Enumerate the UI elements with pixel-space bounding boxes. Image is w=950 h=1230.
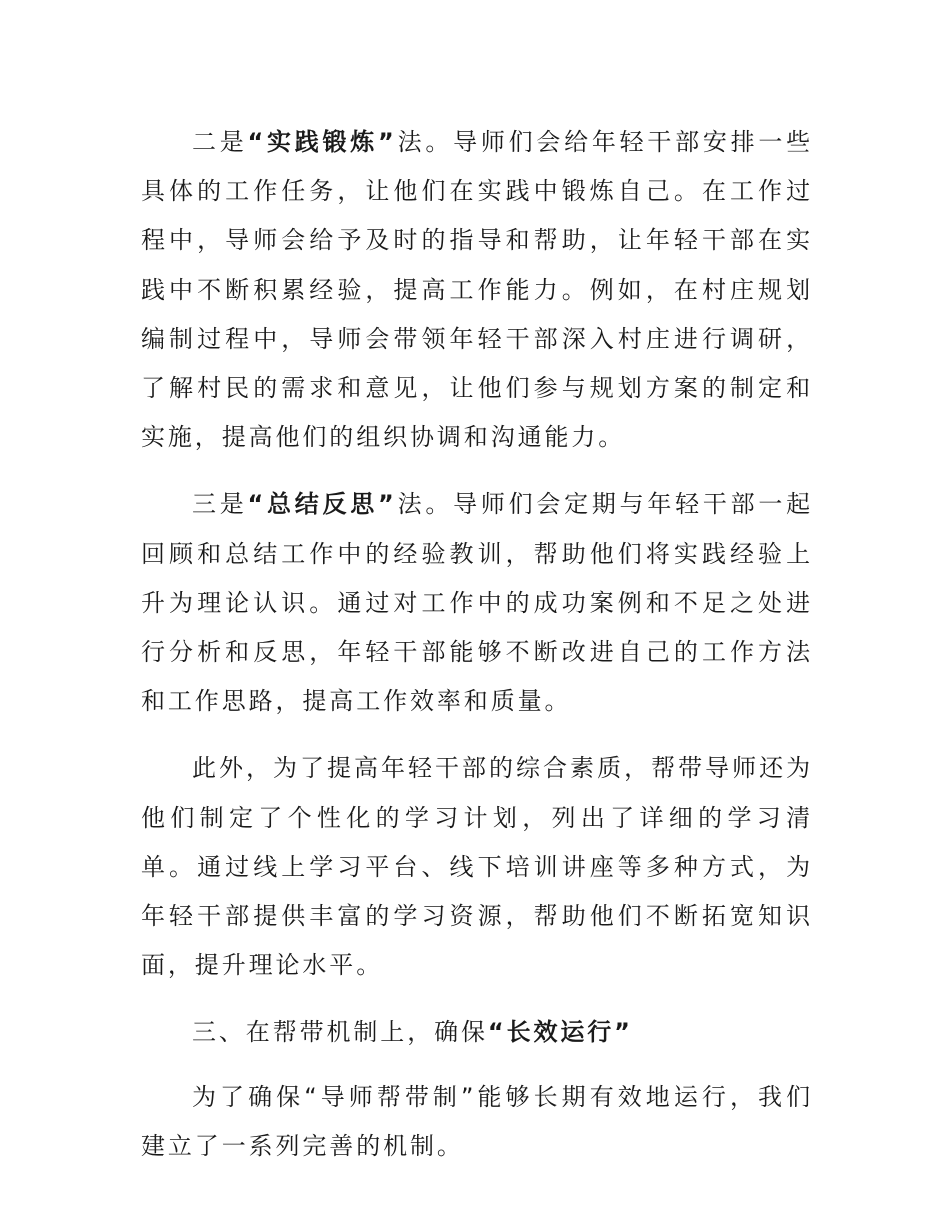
paragraph-study-plan [141,744,813,990]
paragraph-lead: 三是 [192,490,248,519]
section-heading-mechanism [141,1008,813,1057]
paragraph-text: 为了确保“导师帮带制”能够长期有效地运行，我们建立了一系列完善的机制。 [141,1082,813,1160]
paragraph-text: 法。导师们会给年轻干部安排一些具体的工作任务，让他们在实践中锻炼自己。在工作过程中，导师会给予及时的指导和帮助，让年轻干部在实践中不断积累经验，提高工作能力。例如，在村庄规划编制过程中，导师会带领年轻干部深入村庄进行调研，了解村民的需求和意见，让他们参与规划方案的制定和实施，提高他们的组织协调和沟通能力。 [141,128,814,452]
paragraph-text: 法。导师们会定期与年轻干部一起回顾和总结工作中的经验教训，帮助他们将实践经验上升为理论认识。通过对工作中的成功案例和不足之处进行分析和反思，年轻干部能够不断改进自己的工作方法和工作思路，提高工作效率和质量。 [141,490,814,716]
paragraph-practice-method [141,118,813,462]
heading-lead: 三、在帮带机制上，确保 [192,1018,488,1047]
paragraph-mechanism-intro [141,1073,813,1171]
emphasis-long-term: “长效运行” [487,1018,633,1047]
emphasis-reflection: “总结反思” [247,490,397,519]
document-body [141,118,813,1189]
paragraph-lead: 二是 [192,128,248,156]
paragraph-text: 此外，为了提高年轻干部的综合素质，帮带导师还为他们制定了个性化的学习计划，列出了详细的学习清单。通过线上学习平台、线下培训讲座等多种方式，为年轻干部提供丰富的学习资源，帮助他们不断拓宽知识面，提升理论水平。 [141,754,813,980]
emphasis-practice: “实践锻炼” [247,128,397,156]
paragraph-reflection-method [141,480,813,726]
